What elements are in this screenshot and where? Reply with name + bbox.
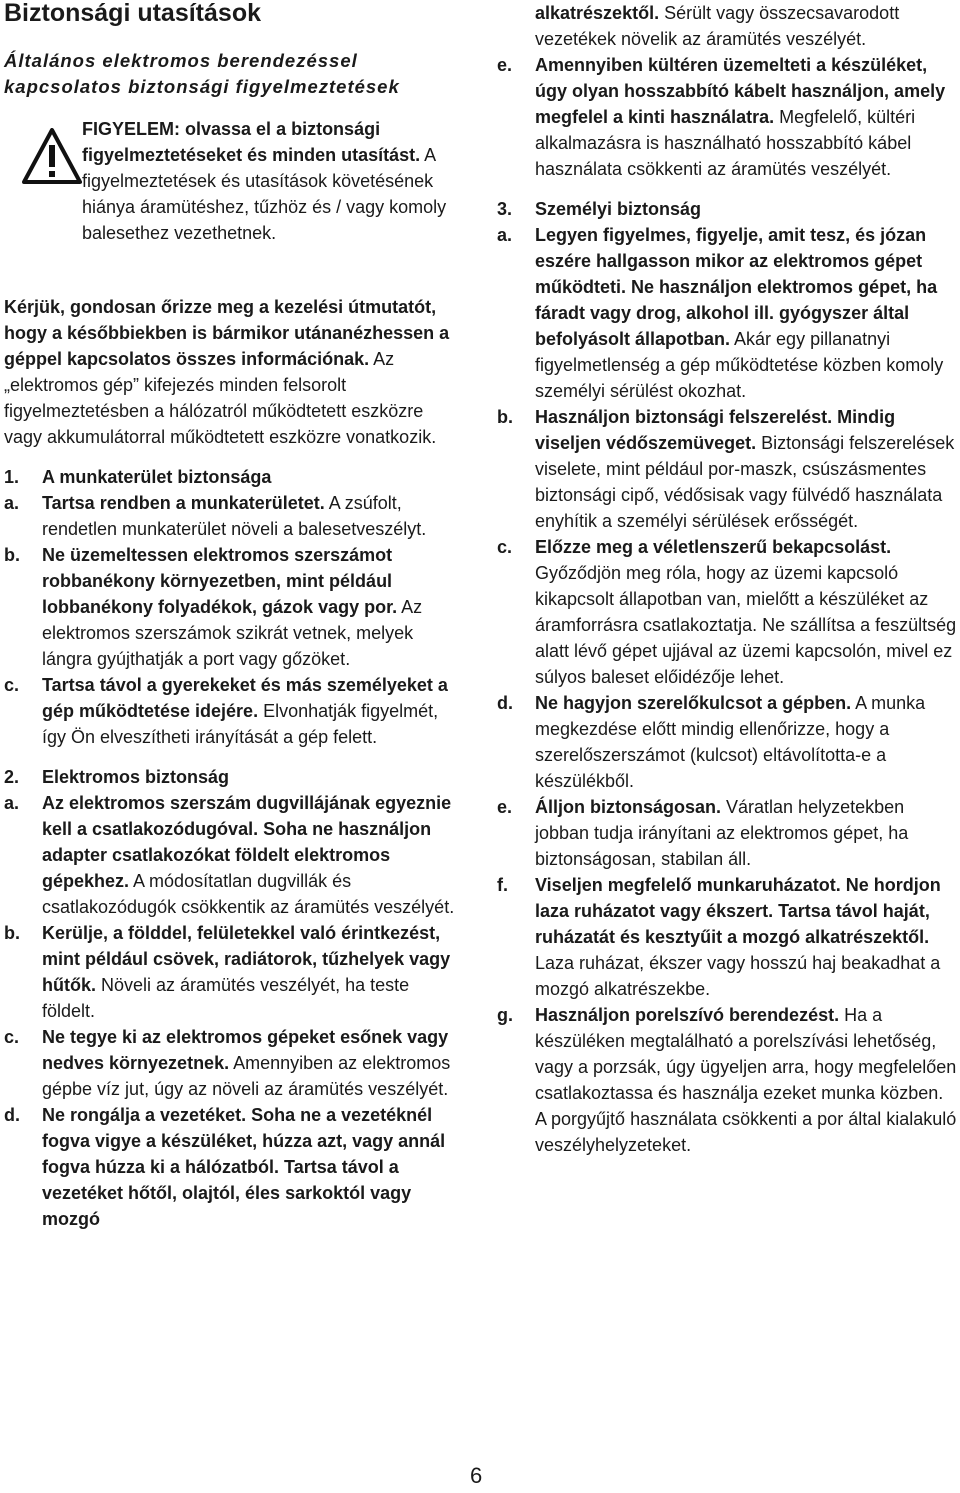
- item-letter: a.: [497, 225, 513, 245]
- section-title: A munkaterület biztonsága: [42, 467, 272, 487]
- section-heading: [4, 464, 464, 490]
- item-rest: Növeli az áramütés veszélyét, ha teste földelt.: [42, 975, 410, 1021]
- item-bold: Legyen figyelmes, figyelje, amit tesz, és józan eszére hallgasson mikor az elektromos gépet működteti. Ne használjon elektromos gépet, ha fáradt vagy drog, alkohol ill. gyógyszer által befolyásolt állapotban.: [535, 225, 938, 349]
- item-bold: Ne rongálja a vezetéket. Soha ne a vezetéknél fogva vigye a készüléket, húzza azt, vagy annál fogva húzza ki a hálózatból. Tartsa távol a vezetéket hőtől, olajtól, éles sarkoktól vagy mozgó: [42, 1105, 446, 1229]
- section-title: Személyi biztonság: [535, 199, 702, 219]
- item-bold: Ne tegye ki az elektromos gépeket esőnek vagy nedves környezetnek.: [42, 1027, 449, 1073]
- item-bold: Előzze meg a véletlenszerű bekapcsolást.: [535, 537, 892, 557]
- item-rest: Elvonhatják figyelmét, így Ön elveszítheti irányítását a gép felett.: [42, 701, 439, 747]
- item-letter: c.: [4, 1027, 20, 1047]
- item-bold: alkatrészektől.: [535, 3, 660, 23]
- list-item: [4, 920, 464, 1024]
- item-letter: d.: [497, 693, 513, 713]
- item-bold: Tartsa rendben a munkaterületet.: [42, 493, 325, 513]
- section-number: 3.: [497, 199, 513, 219]
- item-letter: e.: [497, 55, 513, 75]
- item-letter: f.: [497, 875, 508, 895]
- item-letter: a.: [4, 493, 20, 513]
- left-column: [4, 0, 464, 1232]
- item-bold: Kerülje, a földdel, felületekkel való érintkezést, mint például csövek, radiátorok, tűzhelyek vagy hűtők.: [42, 923, 451, 995]
- item-letter: g.: [497, 1005, 513, 1025]
- right-column: [497, 0, 957, 1158]
- item-letter: c.: [497, 537, 513, 557]
- item-rest: Akár egy pillanatnyi figyelmetlenség a gép működtetése közben komoly személyi sérülést okozhat.: [535, 329, 944, 401]
- subtitle: Általános elektromos berendezéssel kapcsolatos biztonsági figyelmeztetések: [4, 50, 400, 97]
- item-rest: Megfelelő, kültéri alkalmazásra is használható hosszabbító kábel használata csökkenti az áramütés veszélyét.: [535, 107, 916, 179]
- item-rest: Amennyiben az elektromos gépbe víz jut, úgy az növeli az áramütés veszélyét.: [42, 1053, 451, 1099]
- list-item: [4, 672, 464, 750]
- item-letter: b.: [4, 923, 20, 943]
- list-item: [4, 1102, 464, 1232]
- section-number: 1.: [4, 467, 20, 487]
- item-letter: a.: [4, 793, 20, 813]
- list-item: [497, 52, 957, 182]
- item-letter: e.: [497, 797, 513, 817]
- item-rest: Ha a készüléken megtalálható a porelszívási lehetőség, vagy a porzsák, úgy ügyeljen arra, hogy megfelelően csatlakoztassa és használja ezeket munka közben. A porgyűjtő használata csökkenti a por által kialakuló veszélyhelyzeteket.: [535, 1005, 957, 1155]
- item-bold: Álljon biztonságosan.: [535, 797, 722, 817]
- item-letter: b.: [497, 407, 513, 427]
- warning-bold: FIGYELEM: olvassa el a biztonsági figyelmeztetéseket és minden utasítást.: [82, 119, 421, 165]
- item-rest: Biztonsági felszerelések viselete, mint például por-maszk, csúszásmentes biztonsági cipő, védősisak vagy fülvédő használata enyhítik a személyi sérülések erősségét.: [535, 433, 955, 531]
- item-letter: d.: [4, 1105, 20, 1125]
- warning-text: [82, 116, 464, 246]
- item-rest: Váratlan helyzetekben jobban tudja irányítani az elektromos gépet, ha biztonságosan, stabilan áll.: [535, 797, 909, 869]
- page-number: 6: [470, 1463, 483, 1488]
- item-letter: b.: [4, 545, 20, 565]
- item-bold: Ne hagyjon szerelőkulcsot a gépben.: [535, 693, 852, 713]
- item-bold: Ne üzemeltessen elektromos szerszámot robbanékony környezetben, mint például lobbanékony folyadékok, gázok vagy por.: [42, 545, 398, 617]
- intro-bold: Kérjük, gondosan őrizze meg a kezelési útmutatót, hogy a későbbiekben is bármikor utánanézhessen a géppel kapcsolatos összes információnak.: [4, 297, 450, 369]
- item-bold: Amennyiben kültéren üzemelteti a készüléket, úgy olyan hosszabbító kábelt használjon, amely megfelel a kinti használatra.: [535, 55, 946, 127]
- section-number: 2.: [4, 767, 20, 787]
- list-item: [4, 1024, 464, 1102]
- item-rest: A módosítatlan dugvillák és csatlakozódugók csökkentik az áramütés veszélyét.: [42, 871, 455, 917]
- list-item: [4, 490, 464, 542]
- warning-triangle-icon: [22, 128, 82, 184]
- intro-rest: Az „elektromos gép” kifejezés minden felsorolt figyelmeztetésben a hálózatról működtetett eszközre vagy akkumulátorral működtetett eszközre vonatkozik.: [4, 349, 437, 447]
- section-heading: [497, 196, 957, 222]
- item-rest: A munka megkezdése előtt mindig ellenőrizze, hogy a szerelőszerszámot (kulcsot) eltávolította-e a készülékből.: [535, 693, 926, 791]
- page-title: Biztonsági utasítások: [4, 0, 261, 27]
- warning-block: [4, 116, 464, 276]
- item-rest: Laza ruházat, ékszer vagy hosszú haj beakadhat a mozgó alkatrészekbe.: [535, 953, 941, 999]
- list-item: [4, 542, 464, 672]
- list-item: [4, 790, 464, 920]
- item-bold: Használjon biztonsági felszerelést. Mindig viseljen védőszemüveget.: [535, 407, 896, 453]
- item-bold: Tartsa távol a gyerekeket és más személyeket a gép működtetése idejére.: [42, 675, 448, 721]
- list-item-continued: [497, 0, 957, 52]
- item-rest: Sérült vagy összecsavarodott vezetékek növelik az áramütés veszélyét.: [535, 3, 900, 49]
- item-bold: Használjon porelszívó berendezést.: [535, 1005, 840, 1025]
- section-heading: [4, 764, 464, 790]
- item-letter: c.: [4, 675, 20, 695]
- section-title: Elektromos biztonság: [42, 767, 230, 787]
- warning-rest: A figyelmeztetések és utasítások követésének hiánya áramütéshez, tűzhöz és / vagy komoly balesethez vezethetnek.: [82, 145, 447, 243]
- list-item: [497, 404, 957, 534]
- item-rest: A zsúfolt, rendetlen munkaterület növeli a balesetveszélyt.: [42, 493, 427, 539]
- item-bold: Az elektromos szerszám dugvillájának egyeznie kell a csatlakozódugóval. Soha ne használjon adapter csatlakozókat földelt elektromos gépekhez.: [42, 793, 452, 891]
- item-bold: Viseljen megfelelő munkaruházatot. Ne hordjon laza ruházatot vagy ékszert. Tartsa távol haját, ruházatát és kesztyűit a mozgó alkatrészektől.: [535, 875, 941, 947]
- list-item: [497, 690, 957, 794]
- list-item: [497, 222, 957, 404]
- list-item: [497, 872, 957, 1002]
- item-rest: Győződjön meg róla, hogy az üzemi kapcsoló kikapcsolt állapotban van, mielőtt a készüléket az áramforrásra csatlakoztatja. Ne szállítsa a feszültség alatt lévő gépet ujjával az üzemi kapcsolón, mivel ez súlyos baleset előidézője lehet.: [535, 563, 957, 687]
- list-item: [497, 794, 957, 872]
- item-rest: Az elektromos szerszámok szikrát vetnek, melyek lángra gyújthatják a port vagy gőzöket.: [42, 597, 423, 669]
- intro-paragraph: [4, 294, 464, 450]
- list-item: [497, 1002, 957, 1158]
- list-item: [497, 534, 957, 690]
